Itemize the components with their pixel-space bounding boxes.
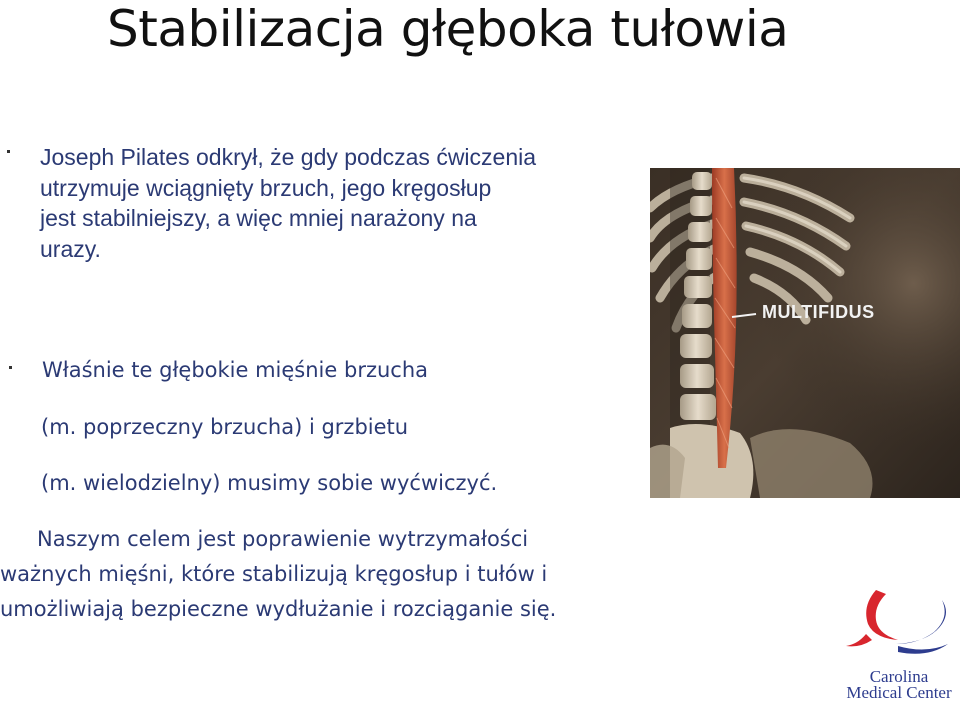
paragraph-muscles-line-1: Właśnie te głębokie mięśnie brzucha	[42, 358, 429, 382]
bullet-dot-2	[9, 366, 12, 369]
anatomy-illustration	[650, 168, 960, 498]
paragraph-goal	[0, 522, 615, 627]
paragraph-line: jest stabilniejszy, a więc mniej narażony na	[40, 205, 477, 231]
carolina-medical-center-logo	[838, 584, 960, 702]
paragraph-line: Naszym celem jest poprawienie wytrzymałości	[37, 527, 529, 551]
logo-swoosh-icon	[838, 584, 960, 664]
paragraph-muscles-line-2: (m. poprzeczny brzucha) i grzbietu	[41, 415, 409, 439]
paragraph-line: urazy.	[40, 235, 101, 262]
multifidus-anatomy-image	[650, 168, 960, 498]
paragraph-line: ważnych mięśni, które stabilizują kręgosłup i tułów	[0, 562, 542, 586]
paragraph-pilates	[40, 142, 630, 264]
paragraph-line: utrzymuje wciągnięty brzuch, jego kręgosłup	[40, 174, 492, 201]
paragraph-line: Joseph Pilates odkrył, że gdy podczas ćwiczenia	[40, 144, 537, 170]
logo-text-line-1: Carolina	[869, 667, 929, 686]
multifidus-label: MULTIFIDUS	[762, 302, 875, 322]
logo-text-line-2: Medical Center	[846, 683, 952, 702]
paragraph-muscles-line-3: (m. wielodzielny) musimy sobie wyćwiczyć.	[41, 471, 498, 495]
paragraph-line: się.	[519, 597, 557, 621]
paragraph-line: i umożliwiają bezpieczne wydłużanie i rozciąganie	[0, 562, 548, 621]
bullet-dot-1	[7, 150, 10, 153]
slide-title: Stabilizacja głęboka tułowia	[107, 0, 789, 58]
